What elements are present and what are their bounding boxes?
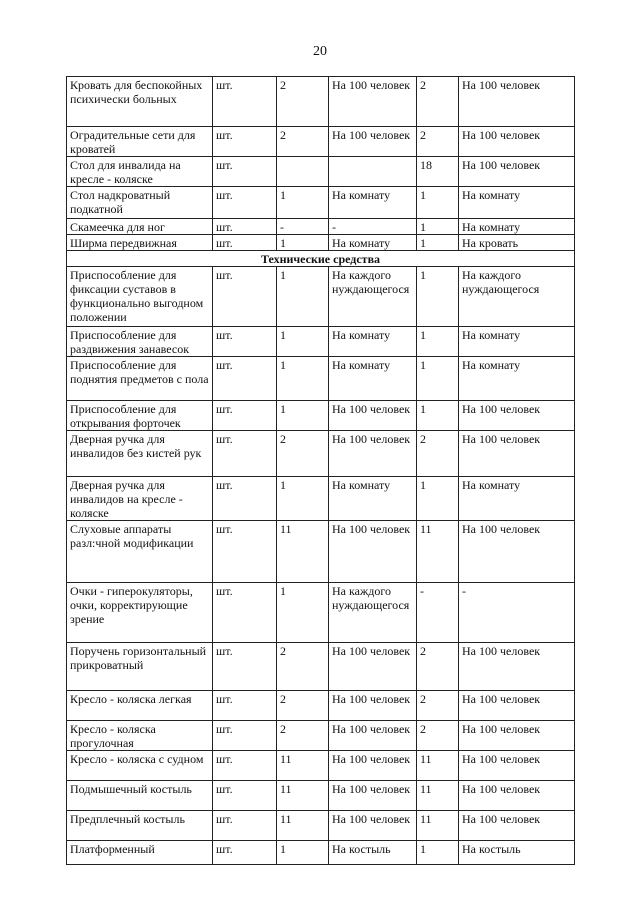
quantity-alt-cell: 2 — [417, 643, 459, 691]
norm-alt-cell: На 100 человек — [459, 401, 575, 431]
item-name-cell: Приспособление для поднятия предметов с пола — [67, 357, 213, 401]
table-row — [67, 357, 575, 401]
unit-cell: шт. — [213, 643, 277, 691]
unit-cell: шт. — [213, 77, 277, 127]
quantity-cell: 2 — [277, 127, 329, 157]
unit-cell: шт. — [213, 327, 277, 357]
quantity-cell: - — [277, 219, 329, 235]
norm-alt-cell: На кровать — [459, 235, 575, 251]
item-name-cell: Стол надкроватный подкатной — [67, 187, 213, 219]
norm-cell: На 100 человек — [329, 721, 417, 751]
table-row — [67, 431, 575, 477]
quantity-cell: 1 — [277, 327, 329, 357]
table-row — [67, 811, 575, 841]
table-body-bottom — [67, 267, 575, 865]
norm-cell: На каждого нуждающегося — [329, 267, 417, 327]
quantity-cell: 1 — [277, 235, 329, 251]
norm-alt-cell: На комнату — [459, 187, 575, 219]
item-name-cell: Приспособление для открывания форточек — [67, 401, 213, 431]
item-name-cell: Ширма передвижная — [67, 235, 213, 251]
quantity-alt-cell: 2 — [417, 127, 459, 157]
norm-alt-cell: На 100 человек — [459, 521, 575, 583]
quantity-cell: 1 — [277, 841, 329, 865]
quantity-alt-cell: 1 — [417, 357, 459, 401]
quantity-cell: 1 — [277, 267, 329, 327]
table-row — [67, 841, 575, 865]
norm-alt-cell: На 100 человек — [459, 781, 575, 811]
norm-alt-cell: На 100 человек — [459, 431, 575, 477]
quantity-alt-cell: - — [417, 583, 459, 643]
norm-cell: На 100 человек — [329, 781, 417, 811]
item-name-cell: Кровать для беспокойных психически больных — [67, 77, 213, 127]
quantity-alt-cell: 2 — [417, 431, 459, 477]
norm-alt-cell: На 100 человек — [459, 127, 575, 157]
unit-cell: шт. — [213, 157, 277, 187]
equipment-table — [66, 76, 575, 865]
unit-cell: шт. — [213, 691, 277, 721]
quantity-cell: 11 — [277, 521, 329, 583]
item-name-cell: Предплечный костыль — [67, 811, 213, 841]
quantity-cell: 1 — [277, 357, 329, 401]
item-name-cell: Слуховые аппараты разл:чной модификации — [67, 521, 213, 583]
item-name-cell: Очки - гиперокуляторы, очки, корректирующие зрение — [67, 583, 213, 643]
quantity-cell — [277, 157, 329, 187]
quantity-alt-cell: 1 — [417, 235, 459, 251]
norm-alt-cell: На комнату — [459, 327, 575, 357]
quantity-cell: 1 — [277, 583, 329, 643]
item-name-cell: Дверная ручка для инвалидов без кистей рук — [67, 431, 213, 477]
quantity-alt-cell: 11 — [417, 781, 459, 811]
item-name-cell: Приспособление для раздвижения занавесок — [67, 327, 213, 357]
table-body-top — [67, 77, 575, 251]
norm-alt-cell: На комнату — [459, 477, 575, 521]
norm-cell: На 100 человек — [329, 751, 417, 781]
item-name-cell: Платформенный — [67, 841, 213, 865]
table-row — [67, 401, 575, 431]
unit-cell: шт. — [213, 235, 277, 251]
unit-cell: шт. — [213, 187, 277, 219]
table-row — [67, 751, 575, 781]
section-row — [67, 251, 575, 267]
unit-cell: шт. — [213, 219, 277, 235]
norm-alt-cell: На комнату — [459, 357, 575, 401]
quantity-cell: 2 — [277, 721, 329, 751]
table-row — [67, 477, 575, 521]
table-row — [67, 583, 575, 643]
table-row — [67, 781, 575, 811]
norm-cell: На 100 человек — [329, 691, 417, 721]
unit-cell: шт. — [213, 841, 277, 865]
quantity-cell: 11 — [277, 781, 329, 811]
norm-alt-cell: На 100 человек — [459, 691, 575, 721]
table-row — [67, 157, 575, 187]
unit-cell: шт. — [213, 127, 277, 157]
norm-cell: На 100 человек — [329, 77, 417, 127]
norm-alt-cell: На 100 человек — [459, 77, 575, 127]
item-name-cell: Скамеечка для ног — [67, 219, 213, 235]
norm-alt-cell: - — [459, 583, 575, 643]
table-row — [67, 127, 575, 157]
item-name-cell: Подмышечный костыль — [67, 781, 213, 811]
item-name-cell: Стол для инвалида на кресле - коляске — [67, 157, 213, 187]
norm-alt-cell: На 100 человек — [459, 721, 575, 751]
unit-cell: шт. — [213, 583, 277, 643]
norm-cell: На 100 человек — [329, 811, 417, 841]
norm-alt-cell: На костыль — [459, 841, 575, 865]
norm-alt-cell: На 100 человек — [459, 157, 575, 187]
unit-cell: шт. — [213, 521, 277, 583]
unit-cell: шт. — [213, 431, 277, 477]
table-row — [67, 643, 575, 691]
item-name-cell: Поручень горизонтальный прикроватный — [67, 643, 213, 691]
unit-cell: шт. — [213, 357, 277, 401]
unit-cell: шт. — [213, 267, 277, 327]
page-number: 20 — [313, 44, 327, 59]
quantity-alt-cell: 2 — [417, 77, 459, 127]
item-name-cell: Кресло - коляска легкая — [67, 691, 213, 721]
quantity-alt-cell: 1 — [417, 327, 459, 357]
unit-cell: шт. — [213, 781, 277, 811]
norm-alt-cell: На 100 человек — [459, 751, 575, 781]
norm-alt-cell: На комнату — [459, 219, 575, 235]
norm-cell: На комнату — [329, 235, 417, 251]
quantity-alt-cell: 1 — [417, 841, 459, 865]
item-name-cell: Кресло - коляска с судном — [67, 751, 213, 781]
quantity-alt-cell: 1 — [417, 219, 459, 235]
table-row — [67, 691, 575, 721]
quantity-cell: 1 — [277, 401, 329, 431]
norm-alt-cell: На каждого нуждающегося — [459, 267, 575, 327]
norm-alt-cell: На 100 человек — [459, 643, 575, 691]
quantity-alt-cell: 11 — [417, 811, 459, 841]
norm-cell: На каждого нуждающегося — [329, 583, 417, 643]
quantity-cell: 1 — [277, 187, 329, 219]
quantity-alt-cell: 11 — [417, 751, 459, 781]
norm-alt-cell: На 100 человек — [459, 811, 575, 841]
quantity-alt-cell: 1 — [417, 477, 459, 521]
table-row — [67, 327, 575, 357]
norm-cell: На 100 человек — [329, 401, 417, 431]
quantity-cell: 2 — [277, 643, 329, 691]
quantity-alt-cell: 1 — [417, 187, 459, 219]
quantity-alt-cell: 2 — [417, 691, 459, 721]
quantity-alt-cell: 11 — [417, 521, 459, 583]
section-title: Технические средства — [67, 251, 575, 267]
table-row — [67, 77, 575, 127]
unit-cell: шт. — [213, 751, 277, 781]
item-name-cell: Кресло - коляска прогулочная — [67, 721, 213, 751]
table-section — [67, 251, 575, 267]
norm-cell: На комнату — [329, 187, 417, 219]
norm-cell: На комнату — [329, 477, 417, 521]
norm-cell: На костыль — [329, 841, 417, 865]
norm-cell: На 100 человек — [329, 643, 417, 691]
norm-cell: На 100 человек — [329, 431, 417, 477]
quantity-cell: 11 — [277, 751, 329, 781]
unit-cell: шт. — [213, 721, 277, 751]
unit-cell: шт. — [213, 401, 277, 431]
unit-cell: шт. — [213, 477, 277, 521]
norm-cell: На 100 человек — [329, 127, 417, 157]
table-row — [67, 721, 575, 751]
quantity-cell: 2 — [277, 431, 329, 477]
quantity-cell: 2 — [277, 691, 329, 721]
table-row — [67, 235, 575, 251]
quantity-cell: 2 — [277, 77, 329, 127]
table-row — [67, 187, 575, 219]
norm-cell: На комнату — [329, 357, 417, 401]
quantity-cell: 1 — [277, 477, 329, 521]
table-row — [67, 267, 575, 327]
table-row — [67, 219, 575, 235]
norm-cell: На 100 человек — [329, 521, 417, 583]
item-name-cell: Дверная ручка для инвалидов на кресле - коляске — [67, 477, 213, 521]
norm-cell: На комнату — [329, 327, 417, 357]
quantity-alt-cell: 2 — [417, 721, 459, 751]
table-row — [67, 521, 575, 583]
quantity-alt-cell: 18 — [417, 157, 459, 187]
norm-cell: - — [329, 219, 417, 235]
unit-cell: шт. — [213, 811, 277, 841]
quantity-cell: 11 — [277, 811, 329, 841]
quantity-alt-cell: 1 — [417, 267, 459, 327]
item-name-cell: Оградительные сети для кроватей — [67, 127, 213, 157]
quantity-alt-cell: 1 — [417, 401, 459, 431]
norm-cell — [329, 157, 417, 187]
item-name-cell: Приспособление для фиксации суставов в функционально выгодном положении — [67, 267, 213, 327]
